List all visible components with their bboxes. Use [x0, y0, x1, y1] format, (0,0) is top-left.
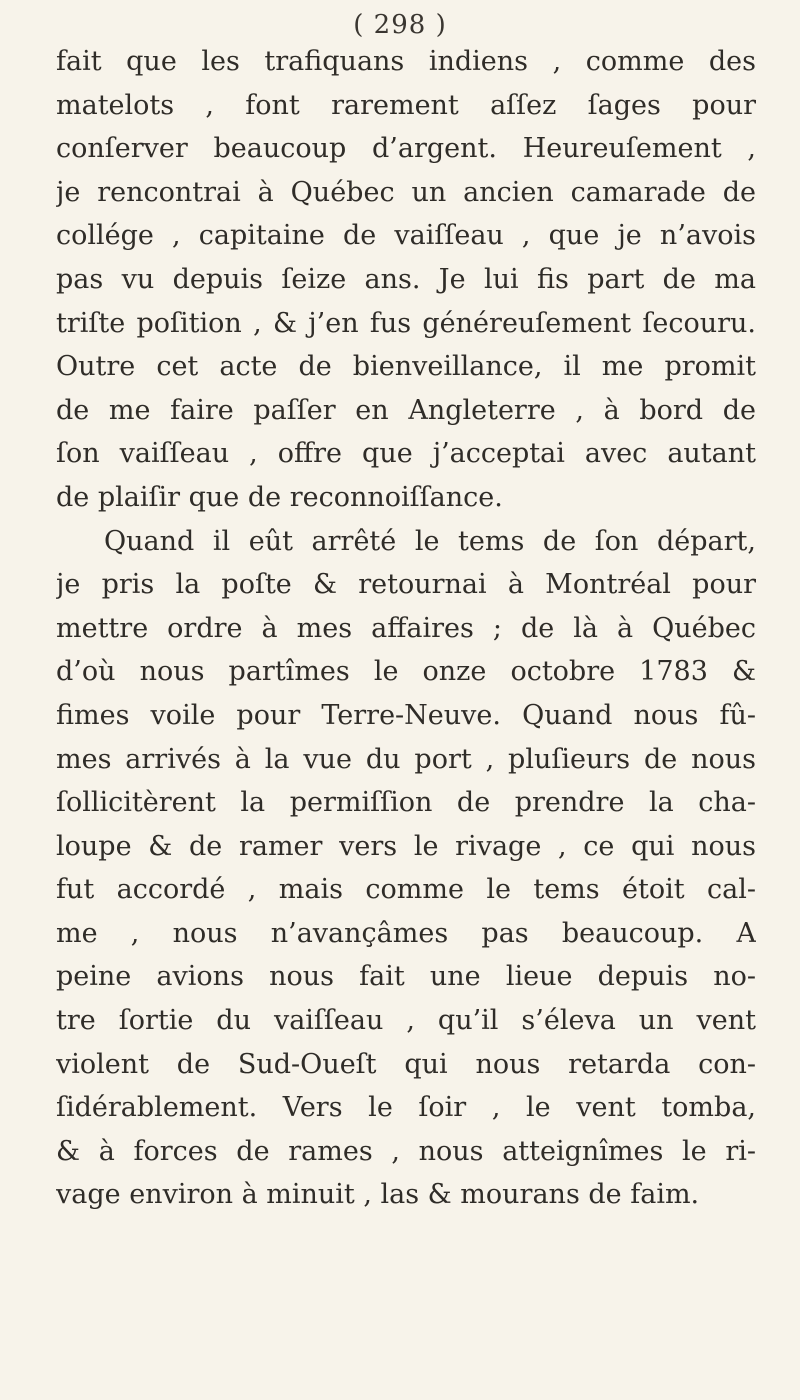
text-line: je rencontrai à Québec un ancien camarade de — [56, 176, 756, 208]
text-line: mes arrivés à la vue du port , pluſieurs de nous — [56, 743, 756, 775]
text-line: matelots , font rarement aſſez ſages pour — [56, 89, 756, 121]
text-line: fimes voile pour Terre-Neuve. Quand nous fû- — [56, 699, 756, 731]
text-line: fut accordé , mais comme le tems étoit cal- — [56, 874, 756, 906]
text-line: mettre ordre à mes affaires ; de là à Québec — [56, 612, 756, 644]
text-line: ſidérablement. Vers le ſoir , le vent tomba, — [56, 1092, 756, 1124]
text-line: Quand il eût arrêté le tems de ſon départ, — [104, 525, 756, 557]
text-line: de plaiſir que de reconnoiſſance. — [56, 481, 503, 513]
text-line: me , nous n’avançâmes pas beaucoup. A — [56, 917, 756, 949]
text-line: ſon vaiſſeau , offre que j’acceptai avec autant — [56, 438, 756, 470]
body-text — [56, 40, 756, 1217]
text-line: vage environ à minuit , las & mourans de faim. — [56, 1179, 700, 1211]
text-line: ſollicitèrent la permiſſion de prendre la cha- — [56, 787, 756, 819]
text-line: pas vu depuis ſeize ans. Je lui fis part de ma — [56, 263, 756, 295]
text-line: violent de Sud-Oueſt qui nous retarda con- — [56, 1048, 756, 1080]
page-number: ( 298 ) — [353, 10, 447, 40]
text-line: collége , capitaine de vaiſſeau , que je n’avois — [56, 220, 756, 252]
text-line: fait que les trafiquans indiens , comme des — [56, 46, 756, 77]
text-line: de me faire paſſer en Angleterre , à bord de — [56, 394, 756, 426]
text-line: conſerver beaucoup d’argent. Heureuſement , — [56, 133, 756, 165]
text-line: triſte poſition , & j’en fus généreuſement ſecouru. — [56, 307, 756, 339]
text-line: & à forces de rames , nous atteignîmes le ri- — [56, 1135, 756, 1167]
text-line: peine avions nous fait une lieue depuis no- — [56, 961, 756, 993]
text-line: Outre cet acte de bienveillance, il me promit — [56, 351, 756, 383]
text-line: loupe & de ramer vers le rivage , ce qui nous — [56, 830, 756, 862]
text-line: je pris la poſte & retournai à Montréal pour — [56, 569, 756, 601]
text-line: tre ſortie du vaiſſeau , qu’il s’éleva un vent — [56, 1005, 756, 1037]
text-line: d’où nous partîmes le onze octobre 1783 & — [56, 656, 756, 688]
